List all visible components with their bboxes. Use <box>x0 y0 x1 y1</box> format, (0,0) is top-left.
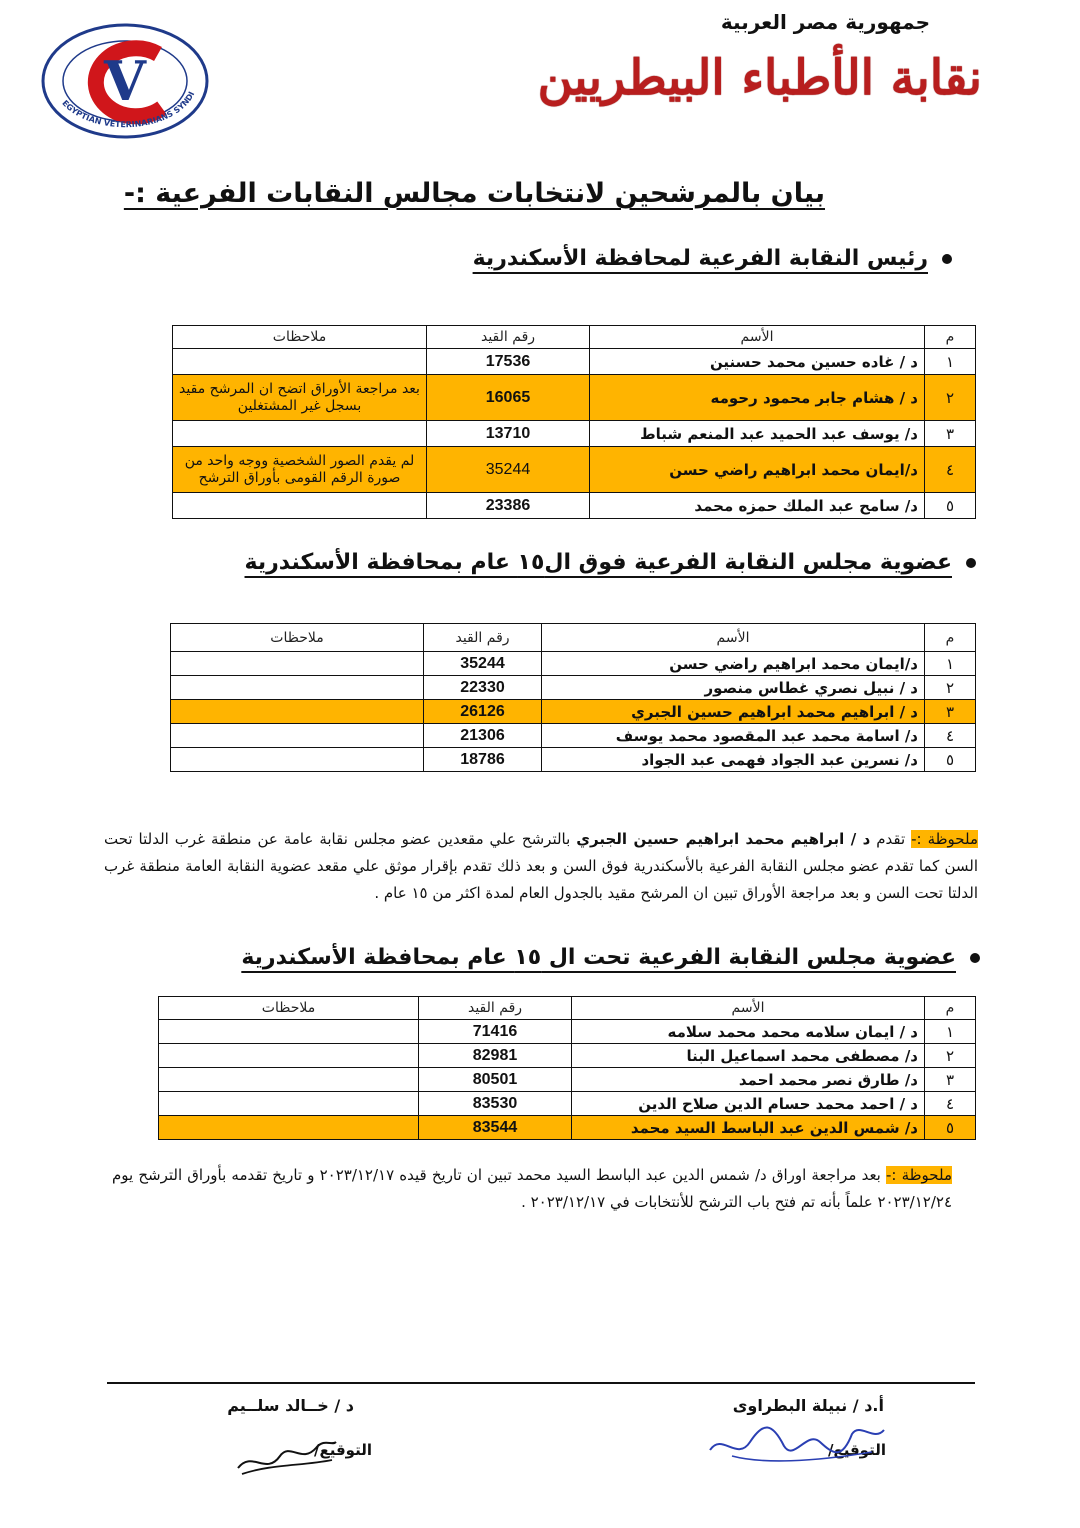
signature-divider <box>107 1382 975 1384</box>
table-row: ١ د / ايمان سلامه محمد محمد سلامه 71416 <box>159 1020 976 1044</box>
table-row: ٤ د / احمد محمد حسام الدين صلاح الدين 83530 <box>159 1092 976 1116</box>
table-row: ٣ د/ يوسف عبد الحميد عبد المنعم شباط 13710 <box>173 421 976 447</box>
bullet-icon <box>966 558 976 568</box>
section-title-over-15: عضوية مجلس النقابة الفرعية فوق ال١٥ عام بمحافظة الأسكندرية <box>245 550 976 575</box>
bullet-icon <box>970 953 980 963</box>
section-title-under-15: عضوية مجلس النقابة الفرعية تحت ال ١٥ عام بمحافظة الأسكندرية <box>241 945 980 970</box>
signatory-right-name: أ.د / نبيلة البطراوى <box>732 1396 884 1415</box>
table-row: ٣ د/ طارق نصر محمد احمد 80501 <box>159 1068 976 1092</box>
table-row: ٢ د / هشام جابر محمود رحومه 16065 بعد مراجعة الأوراق اتضح ان المرشح مقيد بسجل غير المشتغلين <box>173 375 976 421</box>
signatory-left-name: د / خــالد سلــيم <box>227 1396 354 1415</box>
note-1-label: ملحوظة :- <box>911 830 978 848</box>
signatory-right-label: التوقيع/ <box>828 1441 886 1459</box>
table-row: ٤ د/ اسامة محمد عبد المقصود محمد يوسف 21306 <box>171 724 976 748</box>
country-name: جمهورية مصر العربية <box>720 10 930 34</box>
table-row: ١ د/ايمان محمد ابراهيم راضي حسن 35244 <box>171 652 976 676</box>
signature-right-mark <box>702 1412 892 1476</box>
table-header: م الأسم رقم القيد ملاحظات <box>159 997 976 1020</box>
signature-left-mark <box>232 1420 342 1486</box>
note-1: ملحوظة :- تقدم د / ابراهيم محمد ابراهيم حسين الجبري بالترشح علي مقعدين عضو مجلس نقابة عامة عن منطقة غرب الدلتا تحت السن كما تقدم عضو مجلس النقابة الفرعية بالأسكندرية فوق السن و بعد ذلك تقدم بإقرار موثق علي مقعد عضوية النقابة العامة منطقة غرب الدلتا تحت السن و بعد مراجعة الأوراق تبين ان المرشح مقيد بالجدول العام لمدة اكثر من ١٥ عام . <box>104 830 978 902</box>
note-2-label: ملحوظة :- <box>885 1166 952 1184</box>
svg-text:V: V <box>104 49 146 113</box>
table-row: ٢ د / نبيل نصري غطاس منصور 22330 <box>171 676 976 700</box>
table-row: ٥ د/ سامح عبد الملك حمزه محمد 23386 <box>173 493 976 519</box>
table-row: ٢ د/ مصطفى محمد اسماعيل البنا 82981 <box>159 1044 976 1068</box>
over-15-table <box>170 623 976 772</box>
syndicate-logo <box>40 22 210 140</box>
table-header: م الأسم رقم القيد ملاحظات <box>173 326 976 349</box>
note-1-candidate: د / ابراهيم محمد ابراهيم حسين الجبري <box>576 830 871 848</box>
svg-text:EGYPTIAN VETERINARIANS SYNDICA: EGYPTIAN VETERINARIANS SYNDI <box>60 90 197 130</box>
table-header: م الأسم رقم القيد ملاحظات <box>171 624 976 652</box>
table-row: ٥ د/ نسرين عبد الجواد فهمى عبد الجواد 18786 <box>171 748 976 772</box>
president-table <box>172 325 976 519</box>
note-2: ملحوظة :- بعد مراجعة اوراق د/ شمس الدين عبد الباسط السيد محمد تبين ان تاريخ قيده ٢٠٢٣/١٢/١٧ و تاريخ تقدمه بأوراق الترشح يوم ٢٠٢٣/١٢/٢٤ علماً بأنه تم فتح باب الترشح للأنتخابات في ٢٠٢٣/١٢/١٧ . <box>112 1166 952 1211</box>
table-row: ٤ د/ايمان محمد ابراهيم راضي حسن 35244 لم يقدم الصور الشخصية ووجه واحد من صورة الرقم القومى بأوراق الترشح <box>173 447 976 493</box>
syndicate-name: نقابة الأطباء البيطريين <box>537 50 982 106</box>
table-row: ٥ د/ شمس الدين عبد الباسط السيد محمد 83544 <box>159 1116 976 1140</box>
bullet-icon <box>942 254 952 264</box>
section-title-president: رئيس النقابة الفرعية لمحافظة الأسكندرية <box>473 246 952 271</box>
under-15-table <box>158 996 976 1140</box>
page-title: بيان بالمرشحين لانتخابات مجالس النقابات الفرعية :- <box>123 178 825 209</box>
table-row: ٣ د / ابراهيم محمد ابراهيم حسين الجبري 26126 <box>171 700 976 724</box>
table-row: ١ د / غاده حسين محمد حسنين 17536 <box>173 349 976 375</box>
signatory-left-label: التوقيع/ <box>314 1441 372 1459</box>
